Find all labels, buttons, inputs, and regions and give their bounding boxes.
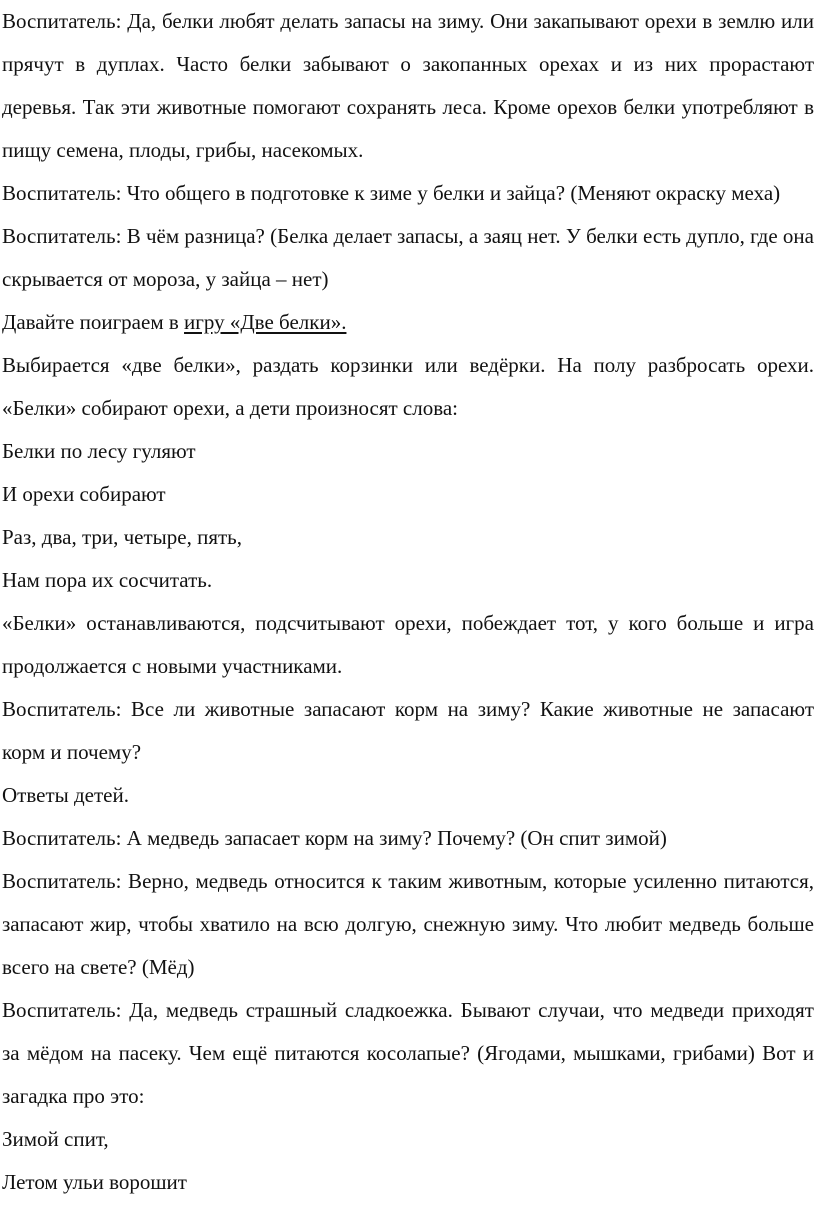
paragraph-bear-question: Воспитатель: А медведь запасает корм на зиму? Почему? (Он спит зимой) — [2, 826, 667, 850]
paragraph-common-question: Воспитатель: Что общего в подготовке к зиме у белки и зайца? (Меняют окраску меха) — [2, 181, 781, 205]
game-link[interactable]: игру «Две белки». — [184, 310, 347, 334]
paragraph-difference-question: Воспитатель: В чём разница? (Белка делает запасы, а заяц нет. У белки есть дупло, где она скрывается от мороза, у зайца – нет) — [2, 224, 814, 291]
paragraph-game-rules: Выбирается «две белки», раздать корзинки или ведёрки. На полу разбросать орехи. «Белки» собирают орехи, а дети произносят слова: — [2, 353, 814, 420]
poem-line: И орехи собирают — [2, 482, 166, 506]
paragraph-game-result: «Белки» останавливаются, подсчитывают орехи, побеждает тот, у кого больше и игра продолжается с новыми участниками. — [2, 611, 814, 678]
document-page — [2, 0, 814, 1204]
poem-line: Нам пора их сосчитать. — [2, 568, 213, 592]
paragraph-bear-answer: Воспитатель: Верно, медведь относится к таким животным, которые усиленно питаются, запасают жир, чтобы хватило на всю долгую, снежную зиму. Что любит медведь больше всего на свете? (Мёд) — [2, 869, 814, 979]
paragraph-squirrel-stores: Воспитатель: Да, белки любят делать запасы на зиму. Они закапывают орехи в землю или прячут в дуплах. Часто белки забывают о закопанных орехах и из них прорастают деревья. Так эти животные помогают сохранять леса. Кроме орехов белки употребляют в пищу семена, плоды, грибы, насекомых. — [2, 9, 814, 162]
poem-line: Белки по лесу гуляют — [2, 439, 196, 463]
paragraph-game-invite — [2, 301, 814, 344]
game-invite-text: Давайте поиграем в — [2, 310, 185, 334]
riddle-line: Зимой спит, — [2, 1127, 109, 1151]
poem-line: Раз, два, три, четыре, пять, — [2, 525, 243, 549]
riddle-line: Летом ульи ворошит — [2, 1170, 187, 1194]
paragraph-bear-sweet-tooth: Воспитатель: Да, медведь страшный сладкоежка. Бывают случаи, что медведи приходят за мёдом на пасеку. Чем ещё питаются косолапые? (Ягодами, мышками, грибами) Вот и загадка про это: — [2, 998, 814, 1108]
paragraph-children-answers: Ответы детей. — [2, 783, 129, 807]
paragraph-winter-food-question: Воспитатель: Все ли животные запасают корм на зиму? Какие животные не запасают корм и почему? — [2, 697, 814, 764]
